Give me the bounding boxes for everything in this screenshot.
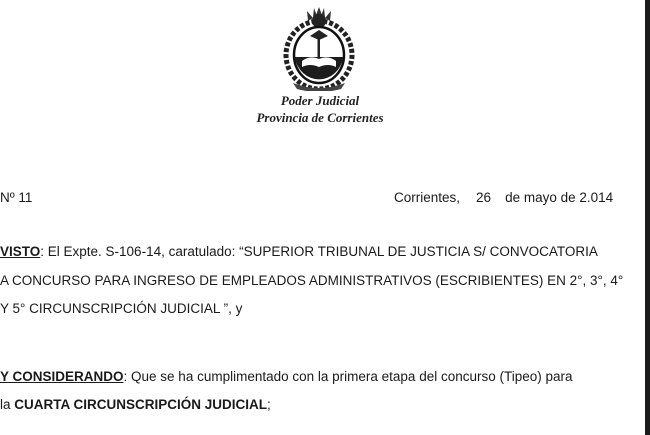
considerando-line-2-prefix: la [0,397,15,412]
considerando-line-1 [0,369,573,384]
visto-label: VISTO [0,244,41,259]
considerando-label: Y CONSIDERANDO [0,369,124,384]
considerando-line-2-suffix: ; [267,397,271,412]
considerando-line-1-text: : Que se ha cumplimentado con la primera etapa del concurso (Tipeo) para [123,369,573,384]
page-edge-border [645,0,650,435]
visto-line-3: Y 5° CIRCUNSCRIPCIÓN JUDICIAL ”, y [0,301,243,316]
resolution-number: Nº 11 [0,190,33,205]
institution-name: Poder Judicial [280,93,360,108]
date-city: Corrientes, [394,190,461,205]
date-day: 26 [476,190,492,205]
province-name: Provincia de Corrientes [256,110,384,125]
considerando-line-2 [0,397,271,412]
date-month-year: de mayo de 2.014 [505,190,614,205]
visto-line-1-text: : El Expte. S-106-14, caratulado: “SUPERIOR TRIBUNAL DE JUSTICIA S/ CONVOCATORIA [40,244,598,259]
circumscription-name: CUARTA CIRCUNSCRIPCIÓN JUDICIAL [14,397,268,412]
visto-line-1 [0,244,598,259]
visto-line-2: A CONCURSO PARA INGRESO DE EMPLEADOS ADMINISTRATIVOS (ESCRIBIENTES) EN 2°, 3°, 4° [0,273,624,288]
date-line [394,190,613,205]
coat-of-arms-icon [283,5,355,91]
